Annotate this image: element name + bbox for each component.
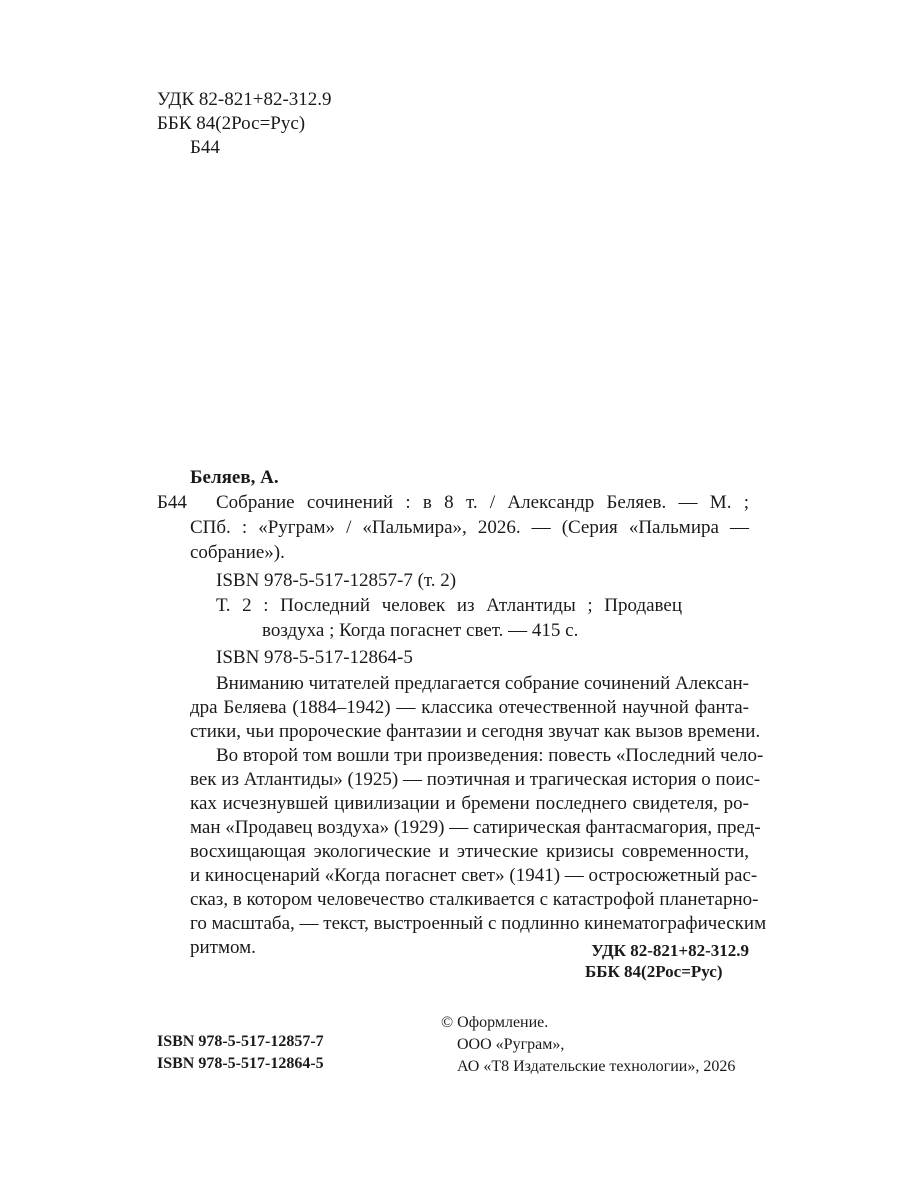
volume-line-2: воздуха ; Когда погаснет свет. — 415 с. — [262, 620, 579, 641]
annotation-p2-line-8: го масштаба, — текст, выстроенный с подлинно кинематографическим — [190, 913, 767, 934]
title-line-3: собрание»). — [190, 542, 285, 563]
annotation-p2-line-1: Во второй том вошли три произведения: повесть «Последний чело- — [216, 745, 764, 766]
annotation-p2-line-7: сказ, в котором человечество сталкивается с катастрофой планетарно- — [190, 889, 759, 910]
copyright-line-3: АО «Т8 Издательские технологии», 2026 — [457, 1058, 736, 1075]
annotation-p1-line-3: стики, чьи пророческие фантазии и сегодня звучат как вызов времени. — [190, 721, 761, 742]
udk-top: УДК 82-821+82-312.9 — [157, 89, 332, 110]
annotation-p2-line-4: ман «Продавец воздуха» (1929) — сатирическая фантасмагория, пред- — [190, 817, 761, 838]
title-line-2: СПб. : «Руграм» / «Пальмира», 2026. — (Серия «Пальмира — — [190, 517, 749, 538]
copyright-line-2: ООО «Руграм», — [457, 1036, 565, 1053]
annotation-p2-line-5: восхищающая экологические и этические кризисы современности, — [190, 841, 749, 862]
copyright-line-1: © Оформление. — [441, 1014, 549, 1031]
footer-isbn-2: ISBN 978-5-517-12864-5 — [157, 1055, 324, 1072]
author-mark: Б44 — [157, 492, 187, 513]
udk-bottom: УДК 82-821+82-312.9 — [591, 941, 749, 960]
annotation-p2-line-3: ках исчезнувшей цивилизации и бремени последнего свидетеля, ро- — [190, 793, 749, 814]
isbn-volume: ISBN 978-5-517-12857-7 (т. 2) — [216, 570, 457, 591]
annotation-p1-line-1: Вниманию читателей предлагается собрание сочинений Алексан- — [216, 673, 749, 694]
annotation-p2-line-6: и киносценарий «Когда погаснет свет» (1941) — остросюжетный рас- — [190, 865, 758, 886]
volume-line-1: Т. 2 : Последний человек из Атлантиды ; Продавец — [216, 595, 682, 616]
annotation-p2-line-2: век из Атлантиды» (1925) — поэтичная и трагическая история о поис- — [190, 769, 761, 790]
annotation-p1-line-2: дра Беляева (1884–1942) — классика отечественной научной фанта- — [190, 697, 749, 718]
author-mark-top: Б44 — [190, 137, 220, 158]
author-heading: Беляев, А. — [190, 467, 279, 488]
bbk-top: ББК 84(2Рос=Рус) — [157, 113, 306, 134]
annotation-p2-line-9: ритмом. — [190, 937, 256, 958]
isbn-set: ISBN 978-5-517-12864-5 — [216, 647, 413, 668]
footer-isbn-1: ISBN 978-5-517-12857-7 — [157, 1033, 324, 1050]
title-line-1: Собрание сочинений : в 8 т. / Александр Беляев. — М. ; — [216, 492, 749, 513]
bbk-bottom: ББК 84(2Рос=Рус) — [585, 962, 723, 981]
